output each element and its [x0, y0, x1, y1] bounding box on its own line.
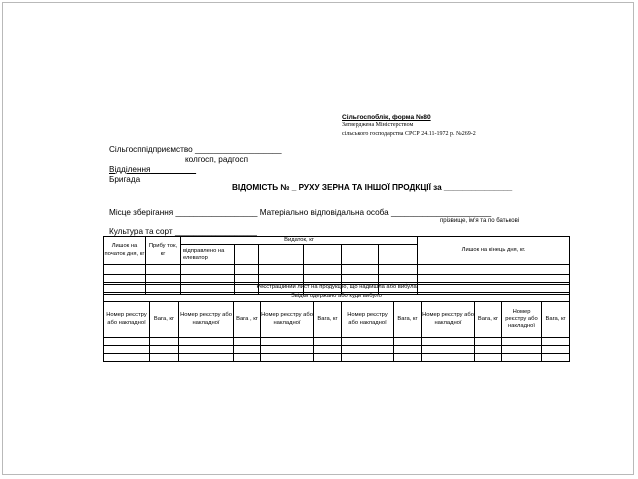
crop-label: Культура та сорт — [109, 227, 173, 236]
responsible-label: Матеріально відповідальна особа — [259, 208, 389, 217]
table-row — [104, 265, 570, 275]
table-row — [104, 354, 570, 362]
title-text: ВІДОМІСТЬ № _ РУХУ ЗЕРНА ТА ІНШОЇ ПРОДКЦІЇ за — [232, 183, 442, 192]
form-title: Сільгоспоблік, форма №80 — [342, 114, 431, 121]
header-opening-balance: Лишок на початок дня, кг — [104, 237, 146, 265]
responsible-blank: ______________________ — [391, 208, 492, 217]
header-register-number: Номер реєстру або накладної — [179, 302, 234, 338]
brigade-label: Бригада — [109, 175, 141, 184]
header-register-number: Номер реєстру або накладної — [422, 302, 475, 338]
header-closing-balance: Лишок на кінець дня, кг. — [418, 237, 570, 265]
table-cell — [235, 245, 259, 265]
header-register-number: Номер реєстру або накладної — [502, 302, 542, 338]
storage-field — [109, 208, 491, 217]
department-label: Відділення — [109, 165, 151, 174]
storage-label: Місце зберігання — [109, 208, 174, 217]
table-cell — [259, 245, 304, 265]
title-blank: _______________ — [443, 183, 513, 192]
table-cell — [304, 245, 342, 265]
table-row — [104, 346, 570, 354]
header-weight: Вага, кг — [150, 302, 179, 338]
crop-field — [109, 227, 257, 236]
department-field — [109, 165, 196, 174]
kolkhoz-text: колгосп, радгосп — [185, 155, 249, 164]
table-cell — [342, 245, 379, 265]
header-sent-to-elevator: відправлено на елеватор — [181, 245, 235, 265]
document-title — [232, 183, 512, 192]
header-weight: Вага, кг — [542, 302, 570, 338]
ministry-note: сільського господарства СРСР 24.11-1972 р. №269-2 — [342, 131, 476, 137]
header-weight: Вага, кг — [394, 302, 422, 338]
header-weight: Вага , кг — [234, 302, 261, 338]
header-register-number: Номер реєстру або накладної — [261, 302, 314, 338]
table-row — [104, 338, 570, 346]
from-to-band: Звідки одержано або куди вибуло — [104, 293, 570, 302]
storage-blank: __________________ — [175, 208, 258, 217]
register-table — [103, 282, 570, 362]
enterprise-field — [109, 145, 282, 154]
register-band: Реєстраційний лист на продукцію, що надійшла або вибула — [104, 283, 570, 293]
crop-blank: __________________ — [174, 227, 257, 236]
enterprise-blank: ___________________ — [195, 145, 282, 154]
header-receipt: Прибу ток, кг — [146, 237, 181, 265]
header-weight: Вага, кг — [475, 302, 502, 338]
header-weight: Вага, кг — [314, 302, 342, 338]
header-register-number: Номер реєстру або накладної — [104, 302, 150, 338]
header-issue: Видаток, кг — [181, 237, 418, 245]
header-register-number: Номер реєстру або накладної — [342, 302, 394, 338]
enterprise-label: Сільгосппідприємство — [109, 145, 193, 154]
approval-note: Затверджена Міністерством — [342, 122, 414, 128]
department-blank: __________ — [150, 165, 197, 174]
name-hint: прізвище, ім'я та по батькові — [440, 218, 520, 224]
table-cell — [379, 245, 418, 265]
